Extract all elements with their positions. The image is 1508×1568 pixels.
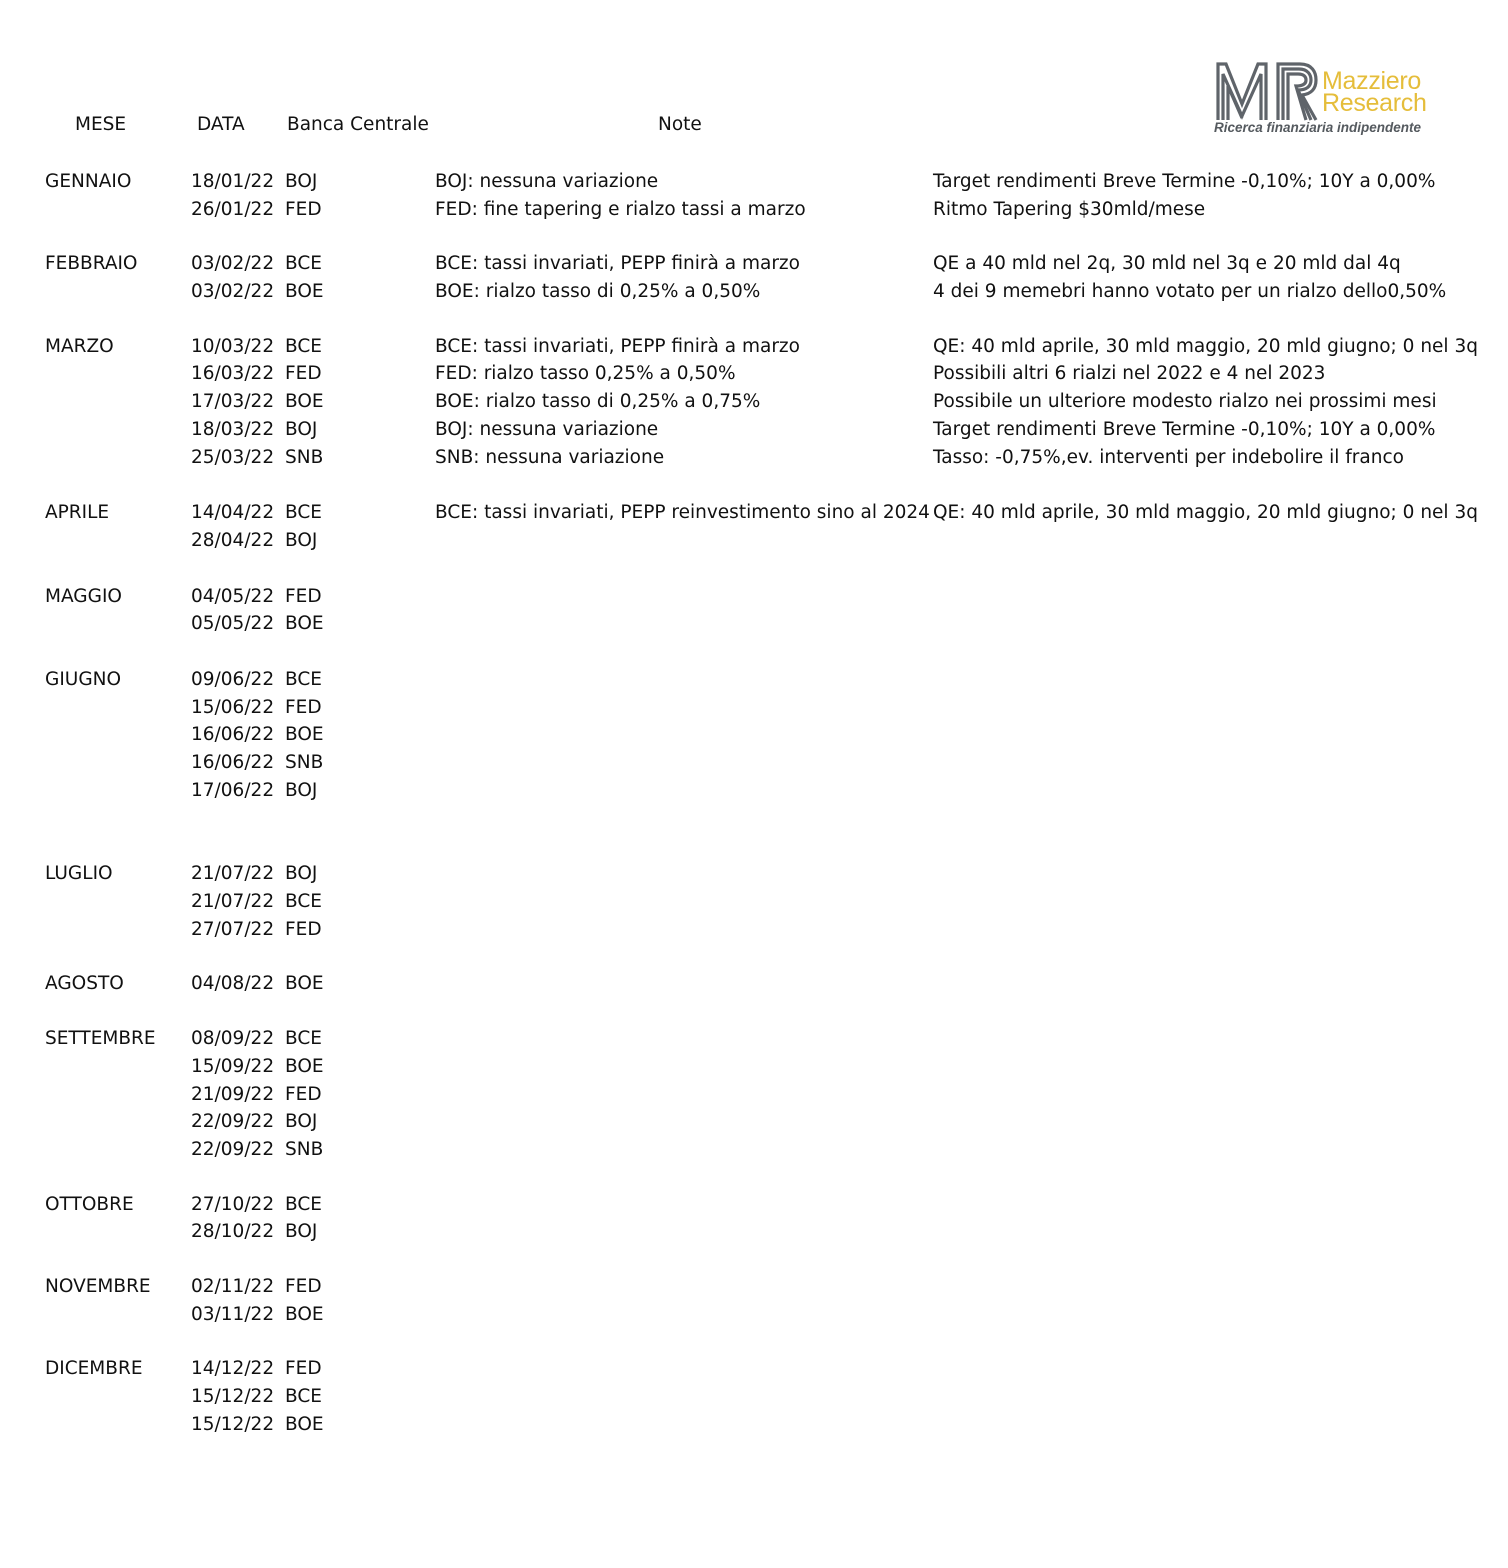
date-cell: 05/05/22 (191, 613, 275, 635)
date-cell: 14/04/22 (191, 502, 275, 524)
table-row (0, 970, 1508, 998)
date-cell: 15/06/22 (191, 696, 275, 718)
table-row (0, 583, 1508, 611)
bank-cell: BCE (285, 335, 322, 357)
table-row (0, 1383, 1508, 1411)
table-row (0, 1218, 1508, 1246)
note-cell: FED: fine tapering e rialzo tassi a marzo (435, 198, 806, 220)
bank-cell: BCE (285, 502, 322, 524)
note-cell: BOJ: nessuna variazione (435, 418, 659, 440)
table-row (0, 694, 1508, 722)
bank-cell: FED (285, 1083, 322, 1105)
detail-note-cell: 4 dei 9 memebri hanno votato per un rialzo dello0,50% (933, 281, 1447, 303)
date-cell: 17/06/22 (191, 779, 275, 801)
date-cell: 27/07/22 (191, 918, 275, 940)
month-label: GENNAIO (45, 171, 132, 192)
note-cell: BOJ: nessuna variazione (435, 171, 659, 192)
bank-cell: BOE (285, 391, 324, 413)
detail-note-cell: QE a 40 mld nel 2q, 30 mld nel 3q e 20 mld dal 4q (933, 253, 1401, 275)
date-cell: 09/06/22 (191, 668, 275, 690)
month-block (0, 1355, 1508, 1438)
bank-cell: FED (285, 198, 322, 220)
bank-cell: FED (285, 363, 322, 385)
bank-cell: SNB (285, 1138, 324, 1160)
month-block (0, 1025, 1508, 1163)
table-row (0, 916, 1508, 944)
table-row (0, 721, 1508, 749)
table-row (0, 1191, 1508, 1219)
note-cell: SNB: nessuna variazione (435, 446, 665, 468)
calendar-table (0, 168, 1508, 1438)
bank-cell: BOE (285, 613, 324, 635)
detail-note-cell: Target rendimenti Breve Termine -0,10%; 10Y a 0,00% (933, 171, 1436, 192)
table-row (0, 1053, 1508, 1081)
month-block (0, 970, 1508, 998)
date-cell: 17/03/22 (191, 391, 275, 413)
table-row (0, 416, 1508, 444)
table-row (0, 1108, 1508, 1136)
date-cell: 04/05/22 (191, 585, 275, 607)
table-row (0, 278, 1508, 306)
date-cell: 04/08/22 (191, 973, 275, 995)
date-cell: 21/07/22 (191, 891, 275, 913)
date-cell: 15/12/22 (191, 1413, 275, 1435)
bank-cell: BCE (285, 1386, 322, 1407)
date-cell: 18/01/22 (191, 171, 275, 192)
date-cell: 27/10/22 (191, 1193, 275, 1215)
date-cell: 28/04/22 (191, 529, 275, 551)
date-cell: 16/06/22 (191, 752, 275, 773)
date-cell: 22/09/22 (191, 1111, 275, 1133)
bank-cell: BCE (285, 891, 322, 913)
month-block (0, 860, 1508, 943)
table-row (0, 527, 1508, 555)
bank-cell: FED (285, 918, 322, 940)
bank-cell: BOE (285, 973, 324, 995)
detail-note-cell: QE: 40 mld aprile, 30 mld maggio, 20 mld giugno; 0 nel 3q (933, 502, 1478, 524)
table-row (0, 1273, 1508, 1301)
bank-cell: FED (285, 585, 322, 607)
detail-note-cell: QE: 40 mld aprile, 30 mld maggio, 20 mld giugno; 0 nel 3q (933, 335, 1478, 357)
date-cell: 08/09/22 (191, 1028, 275, 1050)
table-row (0, 610, 1508, 638)
bank-cell: BOE (285, 1303, 324, 1325)
date-cell: 03/02/22 (191, 253, 275, 275)
bank-cell: FED (285, 1358, 322, 1380)
month-block (0, 1273, 1508, 1328)
date-cell: 21/09/22 (191, 1083, 275, 1105)
date-cell: 10/03/22 (191, 335, 275, 357)
logo-line-1: Mazziero (1322, 67, 1422, 95)
date-cell: 14/12/22 (191, 1358, 275, 1380)
month-block (0, 250, 1508, 305)
month-block (0, 583, 1508, 638)
table-row (0, 860, 1508, 888)
date-cell: 16/03/22 (191, 363, 275, 385)
table-row (0, 666, 1508, 694)
bank-cell: BOE (285, 1055, 324, 1077)
table-row (0, 388, 1508, 416)
date-cell: 26/01/22 (191, 198, 275, 220)
month-label: MARZO (45, 335, 114, 357)
month-label: AGOSTO (45, 973, 124, 995)
table-row (0, 888, 1508, 916)
bank-cell: BCE (285, 1028, 322, 1050)
bank-cell: BCE (285, 253, 322, 275)
bank-cell: BCE (285, 668, 322, 690)
bank-cell: FED (285, 696, 322, 718)
column-header-data: DATA (197, 114, 245, 135)
table-row (0, 444, 1508, 472)
note-cell: FED: rialzo tasso 0,25% a 0,50% (435, 363, 736, 385)
table-row (0, 749, 1508, 777)
month-block (0, 499, 1508, 554)
table-row (0, 168, 1508, 196)
detail-note-cell: Tasso: -0,75%,ev. interventi per indebolire il franco (933, 446, 1404, 468)
bank-cell: BOJ (285, 779, 318, 801)
bank-cell: BCE (285, 1193, 322, 1215)
date-cell: 28/10/22 (191, 1221, 275, 1243)
bank-cell: BOE (285, 724, 324, 746)
logo-tagline: Ricerca finanziaria indipendente (1214, 120, 1422, 135)
month-block (0, 1191, 1508, 1246)
table-row (0, 499, 1508, 527)
bank-cell: FED (285, 1275, 322, 1297)
bank-cell: BOJ (285, 863, 318, 885)
column-header-note: Note (658, 114, 702, 135)
date-cell: 15/12/22 (191, 1386, 275, 1407)
column-header-banca-centrale: Banca Centrale (287, 114, 429, 135)
date-cell: 18/03/22 (191, 418, 275, 440)
month-label: LUGLIO (45, 863, 113, 885)
bank-cell: SNB (285, 446, 324, 468)
note-cell: BOE: rialzo tasso di 0,25% a 0,50% (435, 281, 761, 303)
logo-wordmark (1322, 67, 1427, 117)
date-cell: 02/11/22 (191, 1275, 275, 1297)
table-row (0, 250, 1508, 278)
table-row (0, 1355, 1508, 1383)
detail-note-cell: Target rendimenti Breve Termine -0,10%; 10Y a 0,00% (933, 418, 1436, 440)
detail-note-cell: Possibili altri 6 rialzi nel 2022 e 4 nel 2023 (933, 363, 1326, 385)
bank-cell: BOE (285, 281, 324, 303)
table-row (0, 1301, 1508, 1329)
detail-note-cell: Possibile un ulteriore modesto rialzo nei prossimi mesi (933, 391, 1437, 413)
month-label: DICEMBRE (45, 1358, 143, 1380)
date-cell: 21/07/22 (191, 863, 275, 885)
note-cell: BCE: tassi invariati, PEPP finirà a marzo (435, 253, 800, 275)
table-row (0, 1025, 1508, 1053)
table-row (0, 196, 1508, 224)
month-label: FEBBRAIO (45, 253, 138, 275)
table-row (0, 1136, 1508, 1164)
bank-cell: BOE (285, 1413, 324, 1435)
bank-cell: BOJ (285, 1221, 318, 1243)
month-block (0, 168, 1508, 223)
table-row (0, 360, 1508, 388)
mazziero-research-logo (1212, 60, 1460, 140)
bank-cell: BOJ (285, 1111, 318, 1133)
month-label: SETTEMBRE (45, 1028, 156, 1050)
table-row (0, 777, 1508, 805)
date-cell: 22/09/22 (191, 1138, 275, 1160)
bank-cell: BOJ (285, 529, 318, 551)
logo-line-2: Research (1322, 89, 1427, 117)
bank-cell: BOJ (285, 418, 318, 440)
date-cell: 15/09/22 (191, 1055, 275, 1077)
month-label: OTTOBRE (45, 1193, 134, 1215)
month-block (0, 333, 1508, 471)
table-row (0, 1411, 1508, 1439)
month-label: APRILE (45, 502, 110, 524)
note-cell: BOE: rialzo tasso di 0,25% a 0,75% (435, 391, 761, 413)
month-label: NOVEMBRE (45, 1275, 151, 1297)
date-cell: 03/02/22 (191, 281, 275, 303)
date-cell: 16/06/22 (191, 724, 275, 746)
note-cell: BCE: tassi invariati, PEPP finirà a marzo (435, 335, 800, 357)
table-row (0, 1081, 1508, 1109)
column-header-mese: MESE (75, 114, 127, 135)
month-label: MAGGIO (45, 585, 122, 607)
date-cell: 03/11/22 (191, 1303, 275, 1325)
detail-note-cell: Ritmo Tapering $30mld/mese (933, 198, 1206, 220)
bank-cell: SNB (285, 752, 324, 773)
note-cell: BCE: tassi invariati, PEPP reinvestimento sino al 2024 (435, 502, 930, 524)
date-cell: 25/03/22 (191, 446, 275, 468)
mr-monogram-icon (1212, 60, 1324, 122)
month-label: GIUGNO (45, 668, 122, 690)
month-block (0, 666, 1508, 804)
table-row (0, 333, 1508, 361)
bank-cell: BOJ (285, 171, 318, 192)
